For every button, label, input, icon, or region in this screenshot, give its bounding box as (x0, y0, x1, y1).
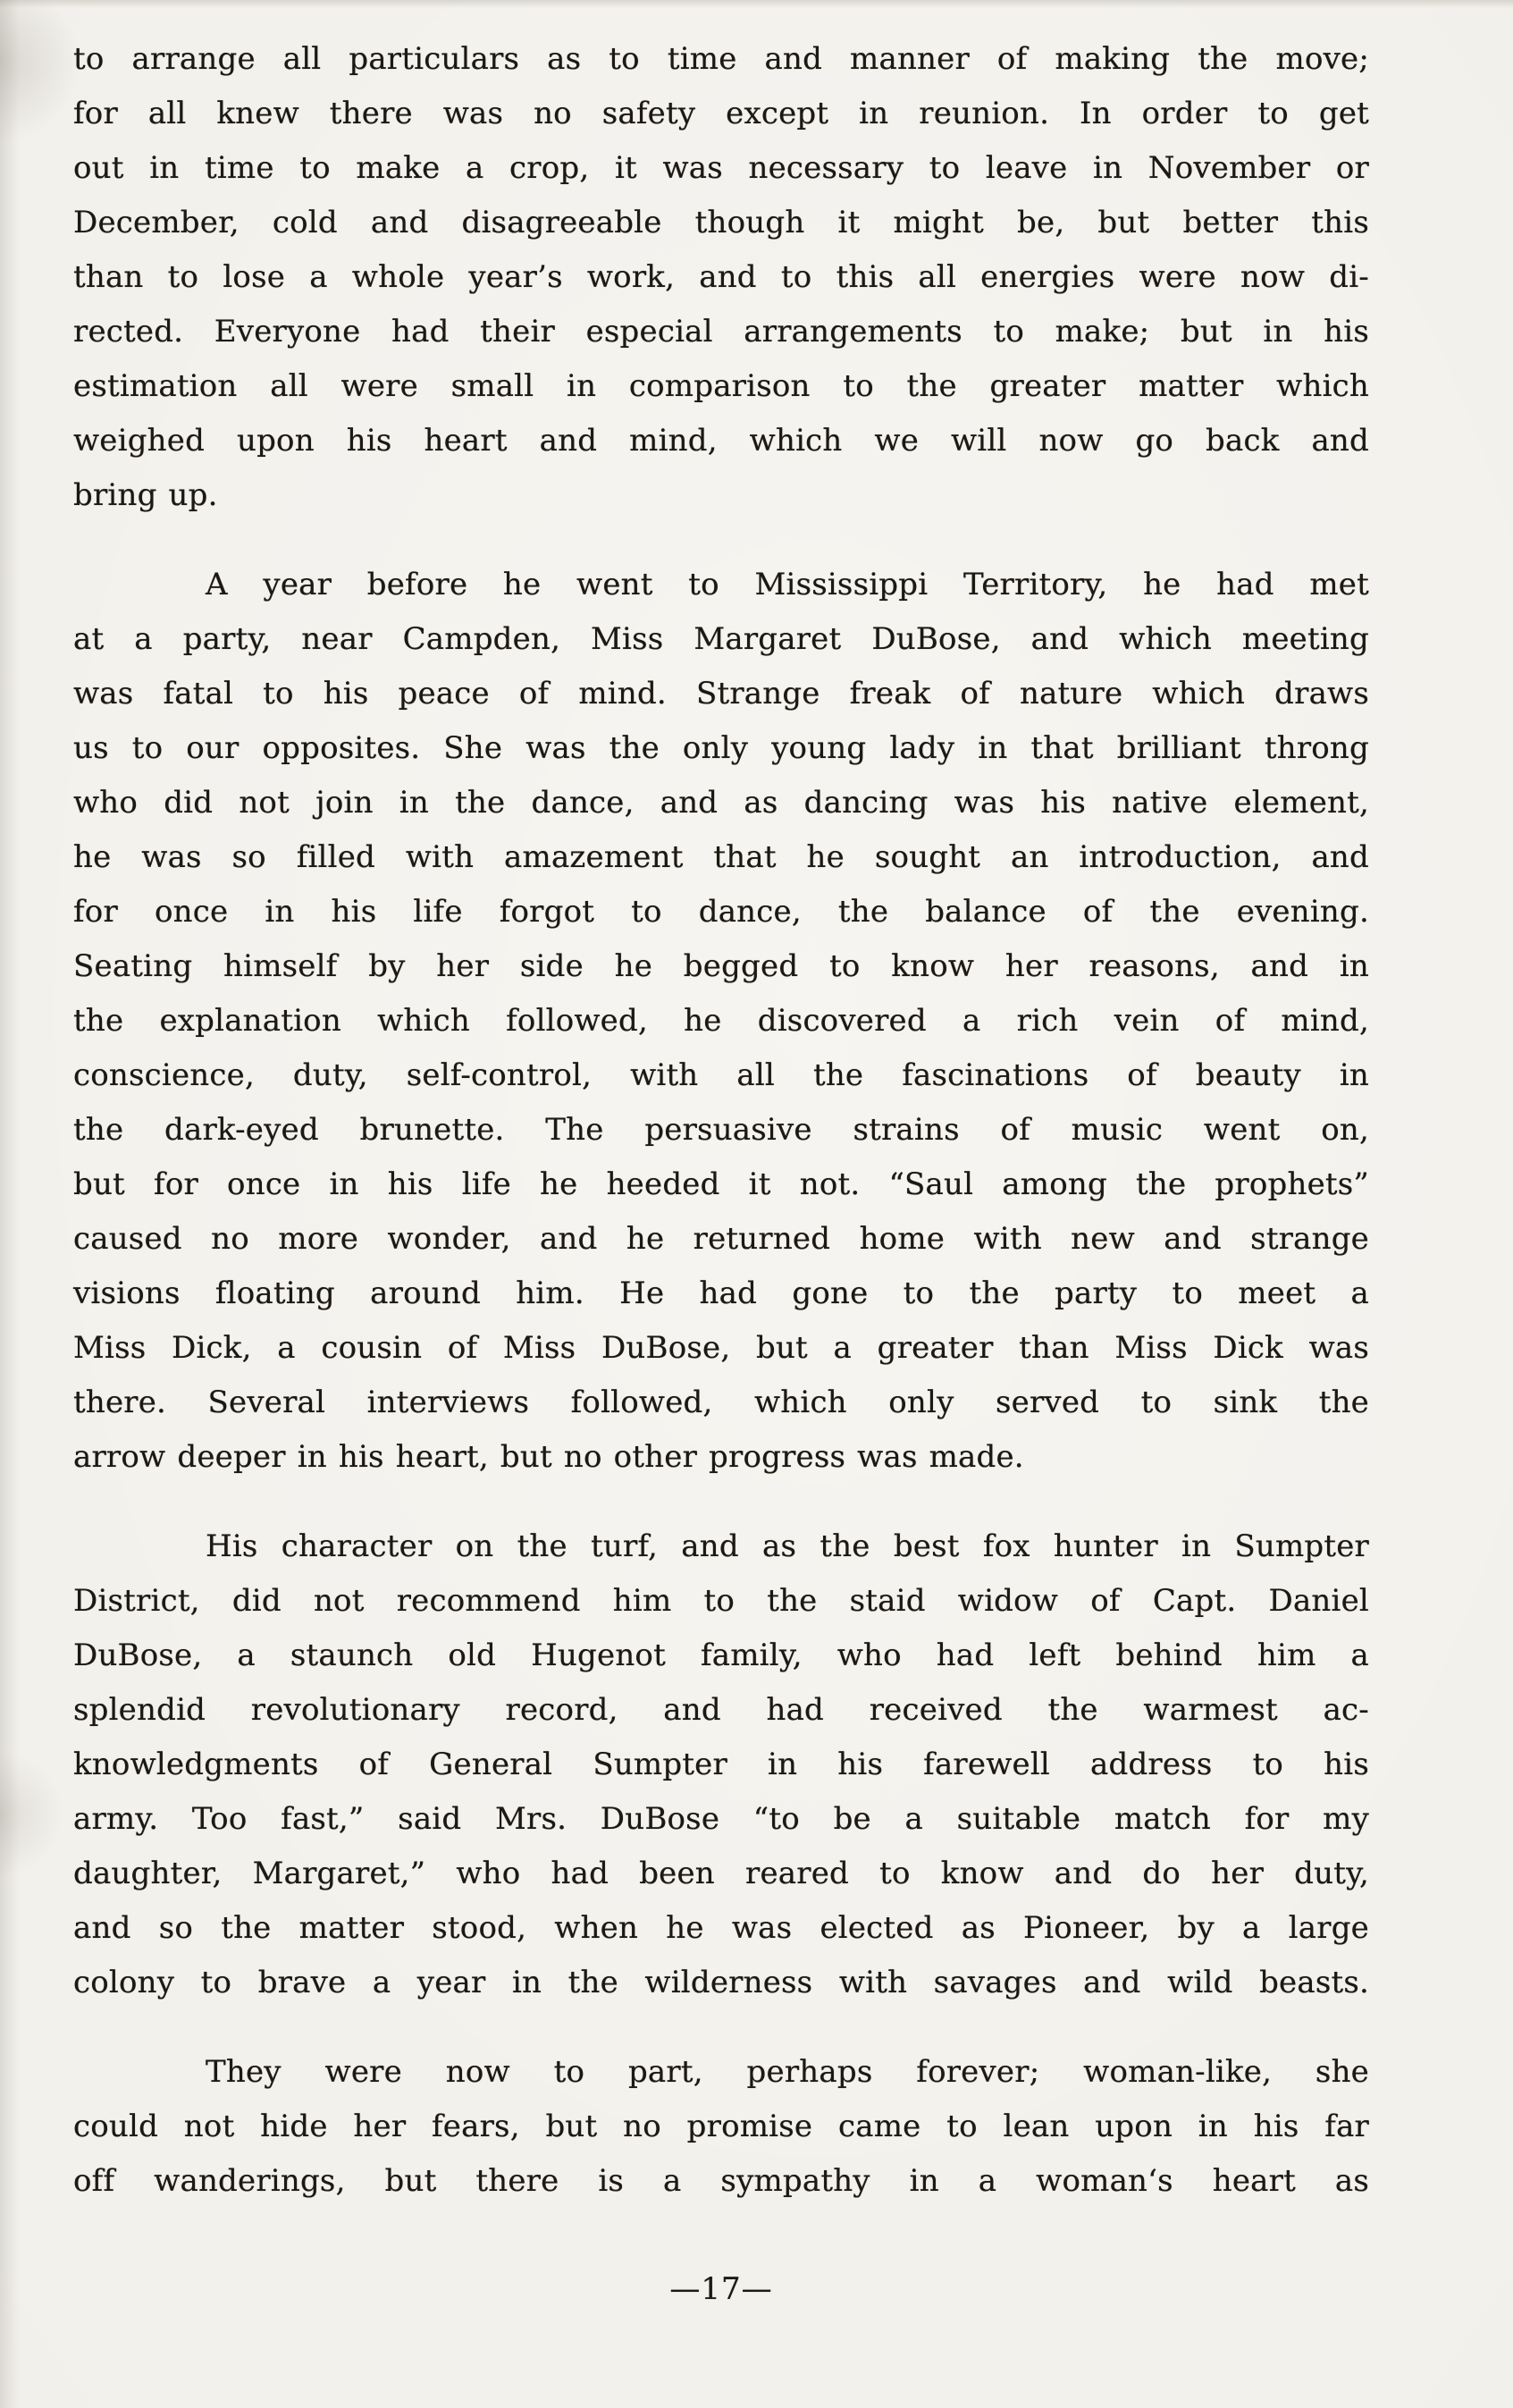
text-line: and so the matter stood, when he was elected as Pioneer, by a large (73, 1910, 1369, 1946)
text-line: off wanderings, but there is a sympathy in a woman‘s heart as (73, 2163, 1369, 2199)
text-line: he was so filled with amazement that he sought an introduction, and (73, 839, 1369, 875)
text-line: They were now to part, perhaps forever; woman-like, she (206, 2054, 1369, 2090)
text-line: estimation all were small in comparison to the greater matter which (73, 368, 1369, 404)
text-line: splendid revolutionary record, and had received the warmest ac- (73, 1692, 1369, 1728)
paragraph (73, 32, 1369, 523)
text-line: December, cold and disagreeable though it might be, but better this (73, 205, 1369, 240)
text-line: visions floating around him. He had gone to the party to meet a (73, 1276, 1369, 1311)
text-line: weighed upon his heart and mind, which we will now go back and (73, 423, 1369, 459)
text-line: DuBose, a staunch old Hugenot family, who had left behind him a (73, 1638, 1369, 1673)
text-line: conscience, duty, self-control, with all the fascinations of beauty in (73, 1057, 1369, 1093)
text-line: but for once in his life he heeded it not. “Saul among the prophets” (73, 1166, 1369, 1202)
text-line: army. Too fast,” said Mrs. DuBose “to be a suitable match for my (73, 1801, 1369, 1837)
text-line: the explanation which followed, he discovered a rich vein of mind, (73, 1003, 1369, 1039)
text-line: daughter, Margaret,” who had been reared to know and do her duty, (73, 1856, 1369, 1891)
text-line: there. Several interviews followed, which only served to sink the (73, 1385, 1369, 1420)
text-line: Seating himself by her side he begged to know her reasons, and in (73, 948, 1369, 984)
paragraph (73, 2045, 1369, 2209)
text-line: for once in his life forgot to dance, the balance of the evening. (73, 894, 1369, 930)
text-line: rected. Everyone had their especial arrangements to make; but in his (73, 314, 1369, 349)
text-line: could not hide her fears, but no promise came to lean upon in his far (73, 2109, 1369, 2144)
page-number: —17— (669, 2271, 773, 2307)
text-line: out in time to make a crop, it was necessary to leave in November or (73, 150, 1369, 186)
text-line: arrow deeper in his heart, but no other progress was made. (73, 1439, 1024, 1475)
text-line: District, did not recommend him to the staid widow of Capt. Daniel (73, 1583, 1369, 1619)
text-line: Miss Dick, a cousin of Miss DuBose, but a greater than Miss Dick was (73, 1330, 1369, 1366)
text-line: us to our opposites. She was the only young lady in that brilliant throng (73, 730, 1369, 766)
text-line: knowledgments of General Sumpter in his farewell address to his (73, 1747, 1369, 1782)
text-block (73, 32, 1369, 2307)
text-line: who did not join in the dance, and as dancing was his native element, (73, 785, 1369, 821)
text-line: bring up. (73, 477, 218, 513)
paragraph (73, 1520, 1369, 2010)
text-line: was fatal to his peace of mind. Strange freak of nature which draws (73, 676, 1369, 711)
text-line: His character on the turf, and as the best fox hunter in Sumpter (206, 1528, 1369, 1564)
text-line: colony to brave a year in the wilderness with savages and wild beasts. (73, 1965, 1369, 2000)
paragraph (73, 558, 1369, 1485)
text-line: to arrange all particulars as to time and manner of making the move; (73, 41, 1369, 77)
text-line: A year before he went to Mississippi Territory, he had met (206, 567, 1369, 602)
text-line: for all knew there was no safety except in reunion. In order to get (73, 96, 1369, 131)
text-line: caused no more wonder, and he returned home with new and strange (73, 1221, 1369, 1257)
text-line: the dark-eyed brunette. The persuasive strains of music went on, (73, 1112, 1369, 1148)
text-line: at a party, near Campden, Miss Margaret DuBose, and which meeting (73, 621, 1369, 657)
text-line: than to lose a whole year’s work, and to this all energies were now di- (73, 259, 1369, 295)
